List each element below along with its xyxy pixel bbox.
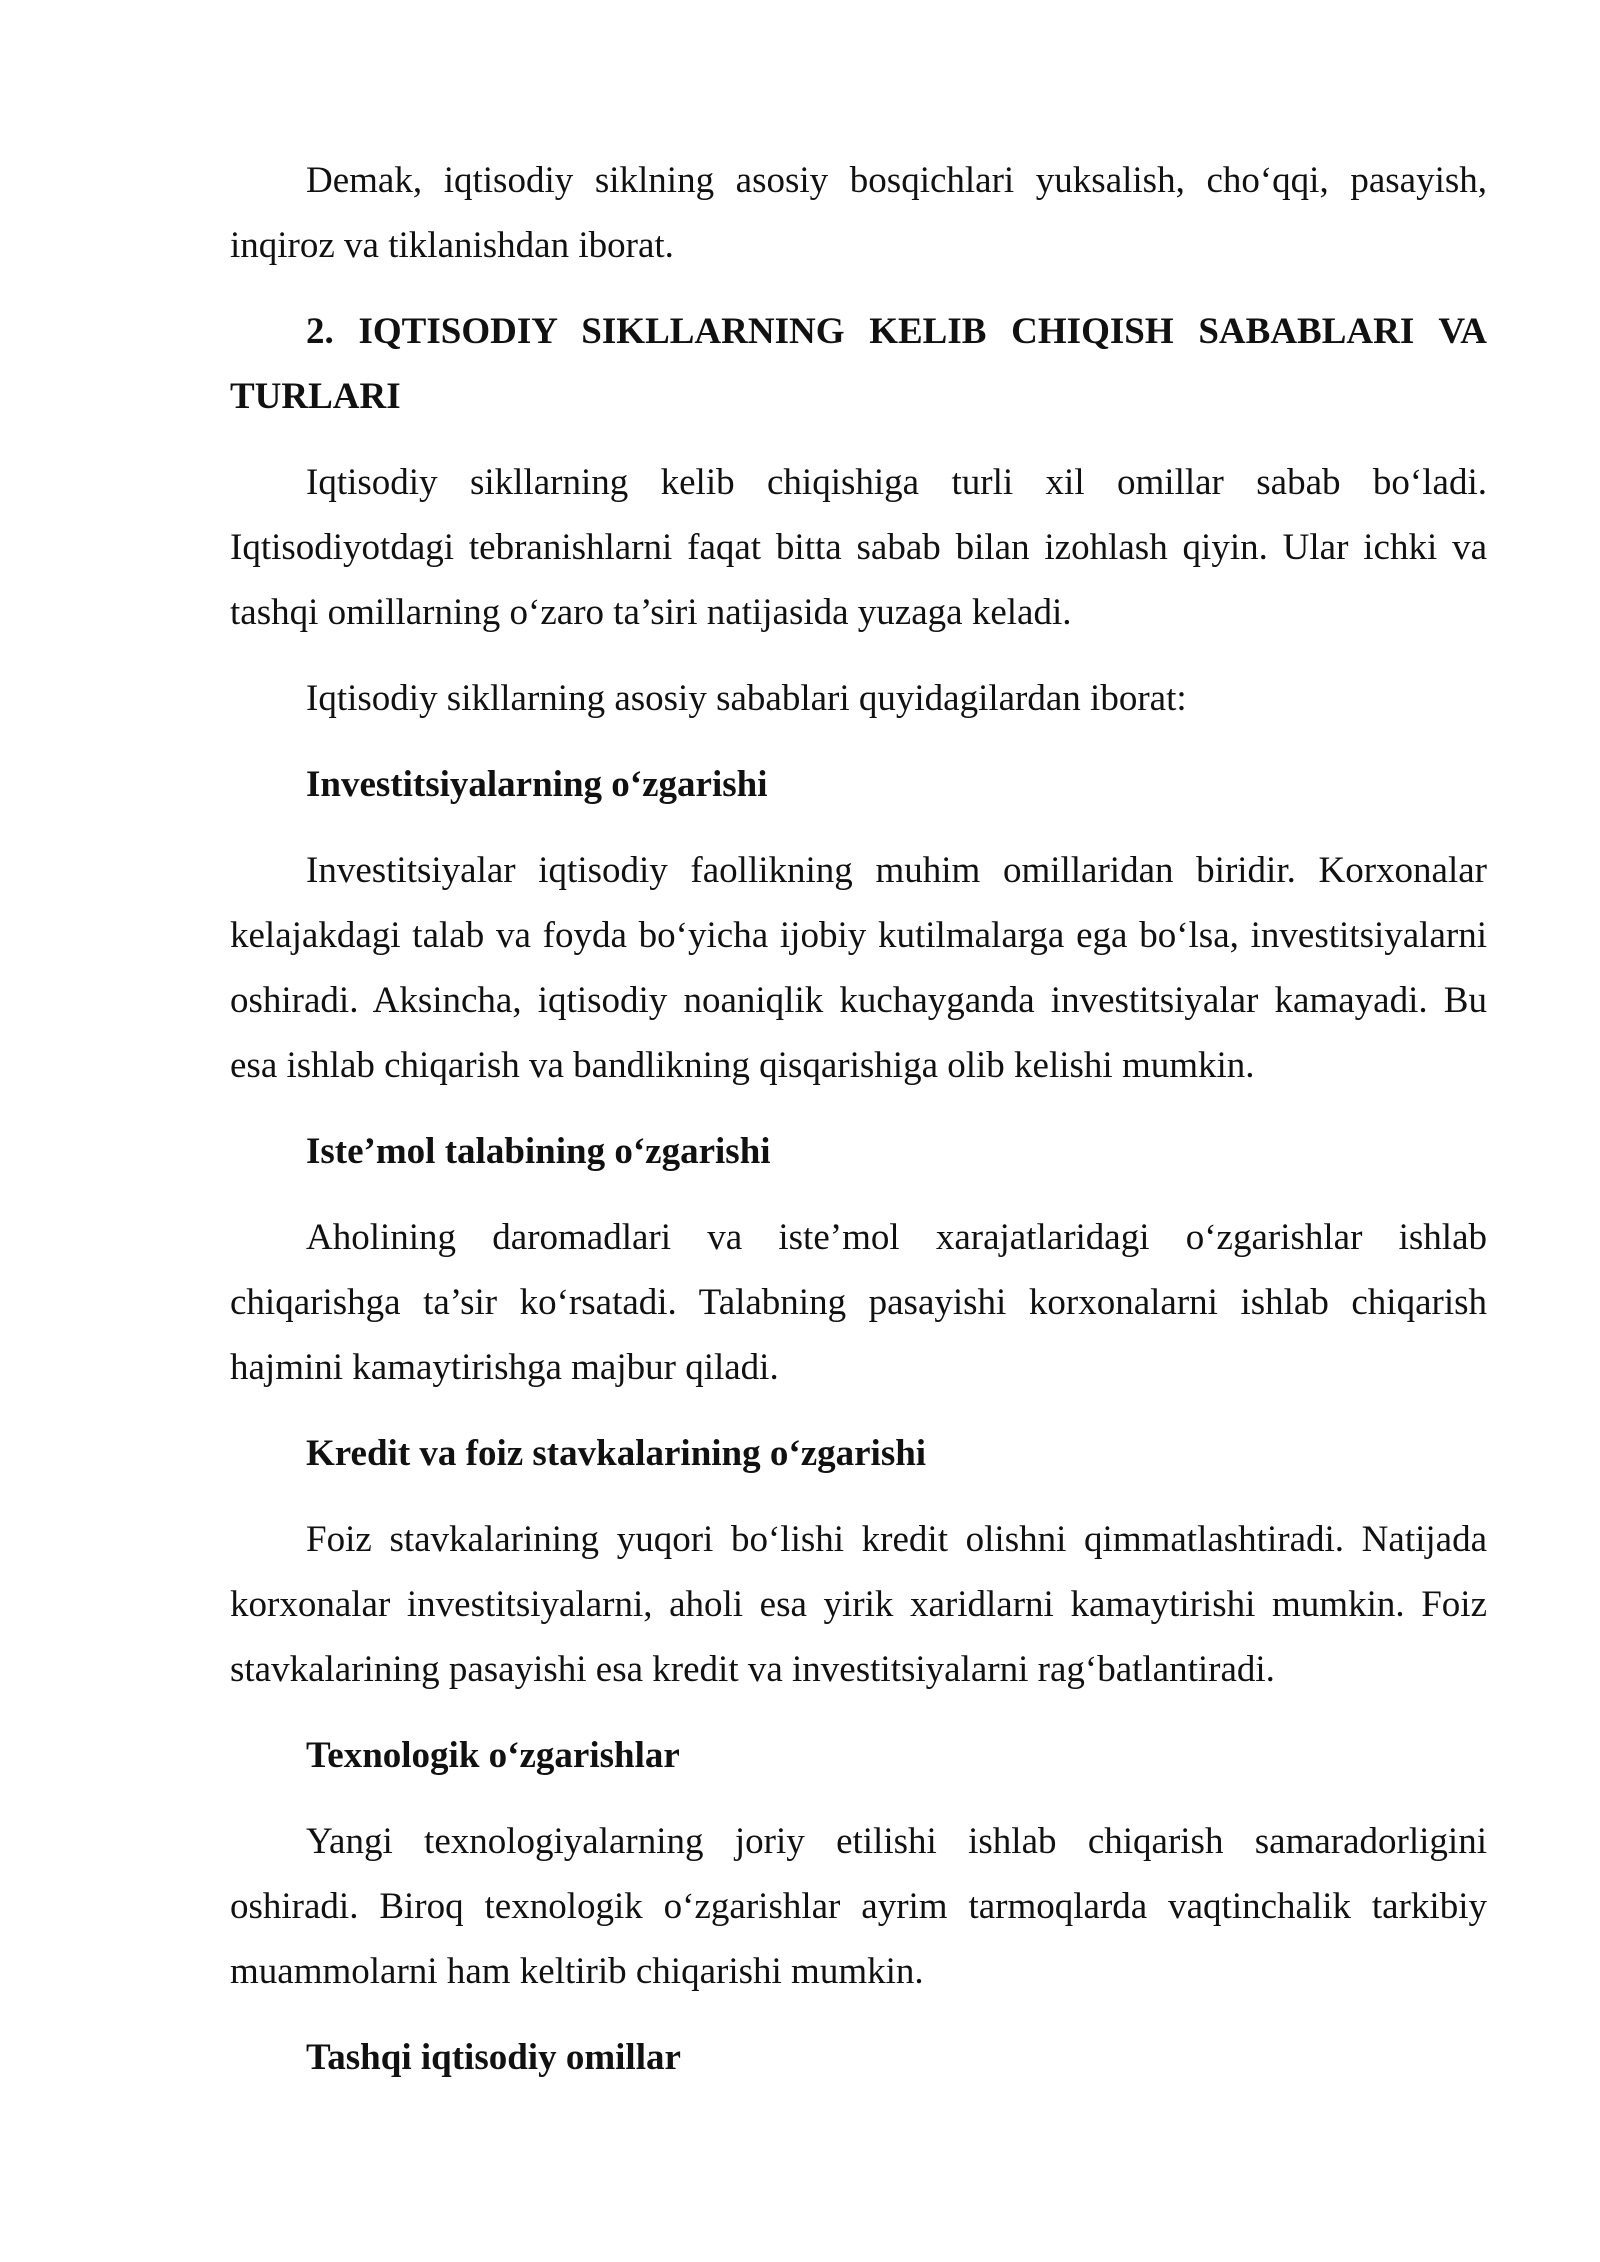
paragraph-main-causes-lead: Iqtisodiy sikllarning asosiy sabablari quyidagilardan iborat:	[306, 678, 1187, 719]
paragraph-investments: Investitsiyalar iqtisodiy faollikning muhim omillaridan biridir. Korxonalar kelajakdagi talab va foyda bo‘yicha ijobiy kutilmalarga ega bo‘lsa, investitsiyalarni oshiradi. Aksincha, iqtisodiy noaniqlik kuchayganda investitsiyalar kamayadi. Bu esa ishlab chiqarish va bandlikning qisqarishiga olib kelishi mumkin.	[230, 850, 1487, 1086]
subheading-investments: Investitsiyalarning o‘zgarishi	[306, 764, 768, 805]
subheading-technology: Texnologik o‘zgarishlar	[306, 1735, 680, 1776]
paragraph-technology: Yangi texnologiyalarning joriy etilishi ishlab chiqarish samaradorligini oshiradi. Biroq texnologik o‘zgarishlar ayrim tarmoqlarda vaqtinchalik tarkibiy muammolarni ham keltirib chiqarishi mumkin.	[230, 1821, 1487, 1992]
subheading-credit-interest: Kredit va foiz stavkalarining o‘zgarishi	[306, 1433, 927, 1474]
section-heading-causes-and-types: 2. IQTISODIY SIKLLARNING KELIB CHIQISH SABABLARI VA TURLARI	[230, 311, 1487, 417]
paragraph-consumer-demand: Aholining daromadlari va iste’mol xarajatlaridagi o‘zgarishlar ishlab chiqarishga ta’sir ko‘rsatadi. Talabning pasayishi korxonalarni ishlab chiqarish hajmini kamaytirishga majbur qiladi.	[230, 1217, 1487, 1388]
paragraph-stages-summary: Demak, iqtisodiy siklning asosiy bosqichlari yuksalish, cho‘qqi, pasayish, inqiroz va tiklanishdan iborat.	[230, 160, 1487, 266]
subheading-external-factors: Tashqi iqtisodiy omillar	[306, 2037, 681, 2078]
paragraph-causes-intro: Iqtisodiy sikllarning kelib chiqishiga turli xil omillar sabab bo‘ladi. Iqtisodiyotdagi tebranishlarni faqat bitta sabab bilan izohlash qiyin. Ular ichki va tashqi omillarning o‘zaro ta’siri natijasida yuzaga keladi.	[230, 462, 1487, 633]
subheading-consumer-demand: Iste’mol talabining o‘zgarishi	[306, 1131, 771, 1172]
paragraph-credit-interest: Foiz stavkalarining yuqori bo‘lishi kredit olishni qimmatlashtiradi. Natijada korxonalar investitsiyalarni, aholi esa yirik xaridlarni kamaytirishi mumkin. Foiz stavkalarining pasayishi esa kredit va investitsiyalarni rag‘batlantiradi.	[230, 1519, 1487, 1690]
